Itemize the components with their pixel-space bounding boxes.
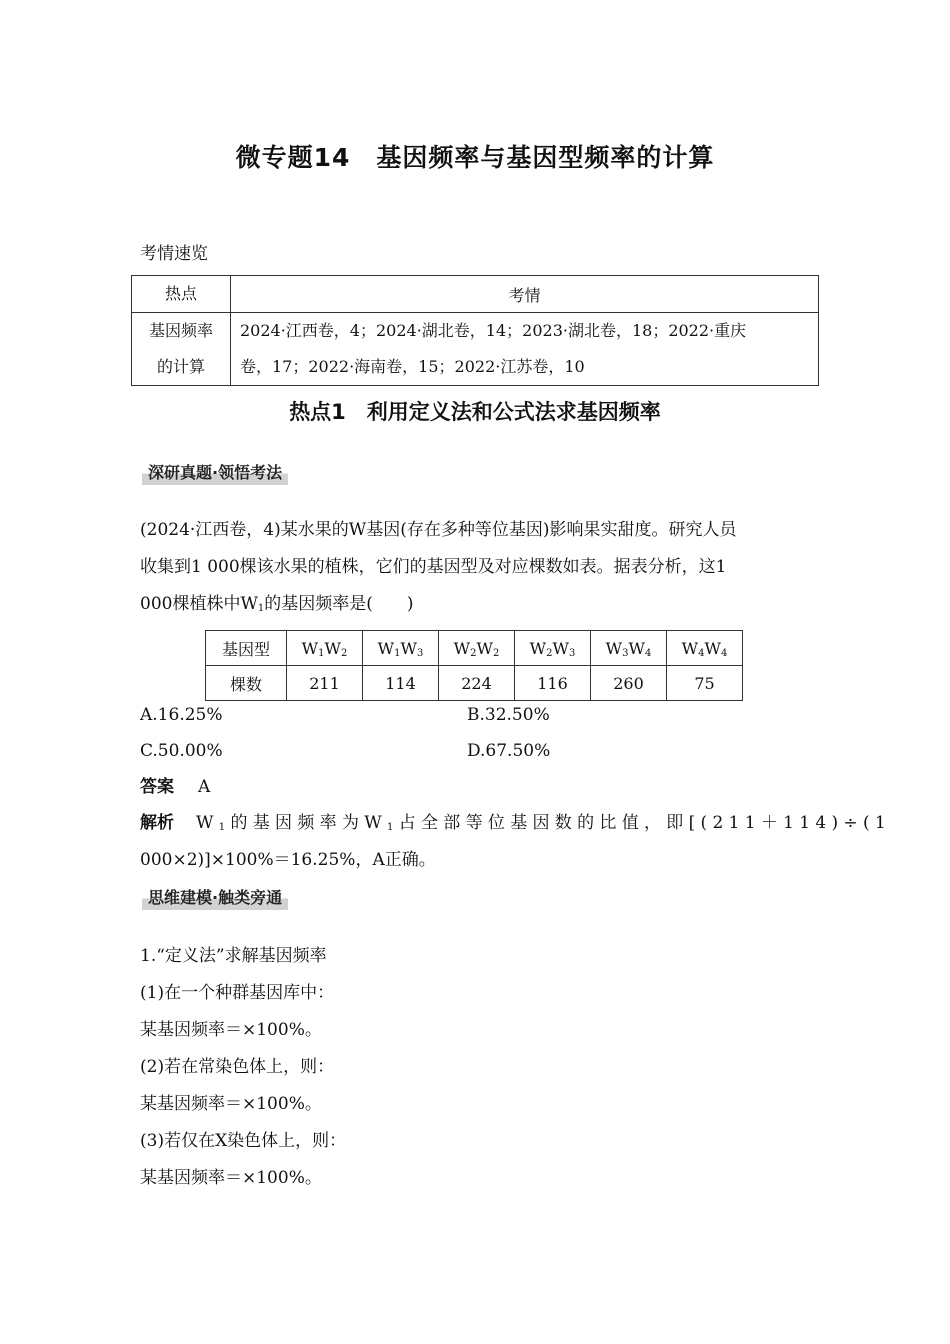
question-line-3 [140, 586, 414, 623]
model-line: 某基因频率＝×100%。 [140, 1094, 322, 1114]
exams-cell [231, 313, 819, 386]
model-line: (2)若在常染色体上，则： [140, 1057, 335, 1077]
question-line-3-text: 000棵植株中W [140, 594, 258, 614]
count-cell: 224 [439, 666, 515, 701]
overview-label: 考情速览 [140, 244, 208, 264]
question-line-2: 收集到1 000棵该水果的植株，它们的基因型及对应棵数如表。据表分析，这1 [140, 557, 727, 577]
table-row [132, 313, 819, 386]
topic-cell [132, 313, 231, 386]
option-d: D.67.50% [467, 741, 551, 761]
section-banner-thinking-model: 思维建模·触类旁通 [142, 884, 288, 910]
analysis-line-2: 000×2)]×100%＝16.25%，A正确。 [140, 850, 436, 870]
header-hotspot: 热点 [132, 276, 231, 313]
topic-line-1: 基因频率 [148, 321, 213, 340]
genotype-cell: $W_3W_4$ [591, 631, 667, 666]
topic-line-2: 的计算 [156, 357, 205, 376]
section-banner-real-questions: 深研真题·领悟考法 [142, 459, 288, 485]
genotype-cell: $W_2W_2$ [439, 631, 515, 666]
hotspot-heading: 热点1 利用定义法和公式法求基因频率 [289, 400, 661, 424]
count-header: 棵数 [206, 666, 287, 701]
page-title: 微专题14 基因频率与基因型频率的计算 [235, 143, 715, 172]
option-c: C.50.00% [140, 741, 223, 761]
model-line: (3)若仅在X染色体上，则： [140, 1131, 347, 1151]
question-line-1: (2024·江西卷，4)某水果的W基因(存在多种等位基因)影响果实甜度。研究人员 [140, 520, 737, 540]
count-cell: 75 [667, 666, 743, 701]
genotype-cell: $W_2W_3$ [515, 631, 591, 666]
option-a: A.16.25% [140, 705, 223, 725]
answer-value: A [198, 777, 211, 797]
analysis-line-1 [140, 805, 891, 842]
table-row [206, 666, 743, 701]
genotype-cell: $W_4W_4$ [667, 631, 743, 666]
answer-label: 答案 [140, 777, 174, 797]
table-row [206, 631, 743, 666]
analysis-text: $W_1$的基因频率为$W_1$占全部等位基因数的比值，即[(211＋114)÷(1 [196, 813, 891, 833]
model-line: 某基因频率＝×100%。 [140, 1168, 322, 1188]
analysis-label: 解析 [140, 813, 174, 833]
question-line-3-tail: 的基因频率是( ) [264, 594, 414, 614]
model-line: 1.“定义法”求解基因频率 [140, 946, 327, 966]
header-exams: 考情 [231, 276, 819, 313]
overview-table [131, 275, 819, 386]
model-line: (1)在一个种群基因库中： [140, 983, 335, 1003]
genotype-table [205, 630, 743, 701]
overview-table-header [132, 276, 819, 313]
count-cell: 211 [287, 666, 363, 701]
exams-line-2: 卷，17；2022·海南卷，15；2022·江苏卷，10 [240, 357, 585, 376]
count-cell: 114 [363, 666, 439, 701]
subscript: 1 [257, 603, 265, 614]
answer-line [140, 769, 210, 806]
genotype-header: 基因型 [206, 631, 287, 666]
count-cell: 116 [515, 666, 591, 701]
option-b: B.32.50% [467, 705, 550, 725]
exams-line-1: 2024·江西卷，4；2024·湖北卷，14；2023·湖北卷，18；2022·重庆 [240, 321, 747, 340]
genotype-cell: $W_1W_3$ [363, 631, 439, 666]
count-cell: 260 [591, 666, 667, 701]
genotype-cell: $W_1W_2$ [287, 631, 363, 666]
model-line: 某基因频率＝×100%。 [140, 1020, 322, 1040]
